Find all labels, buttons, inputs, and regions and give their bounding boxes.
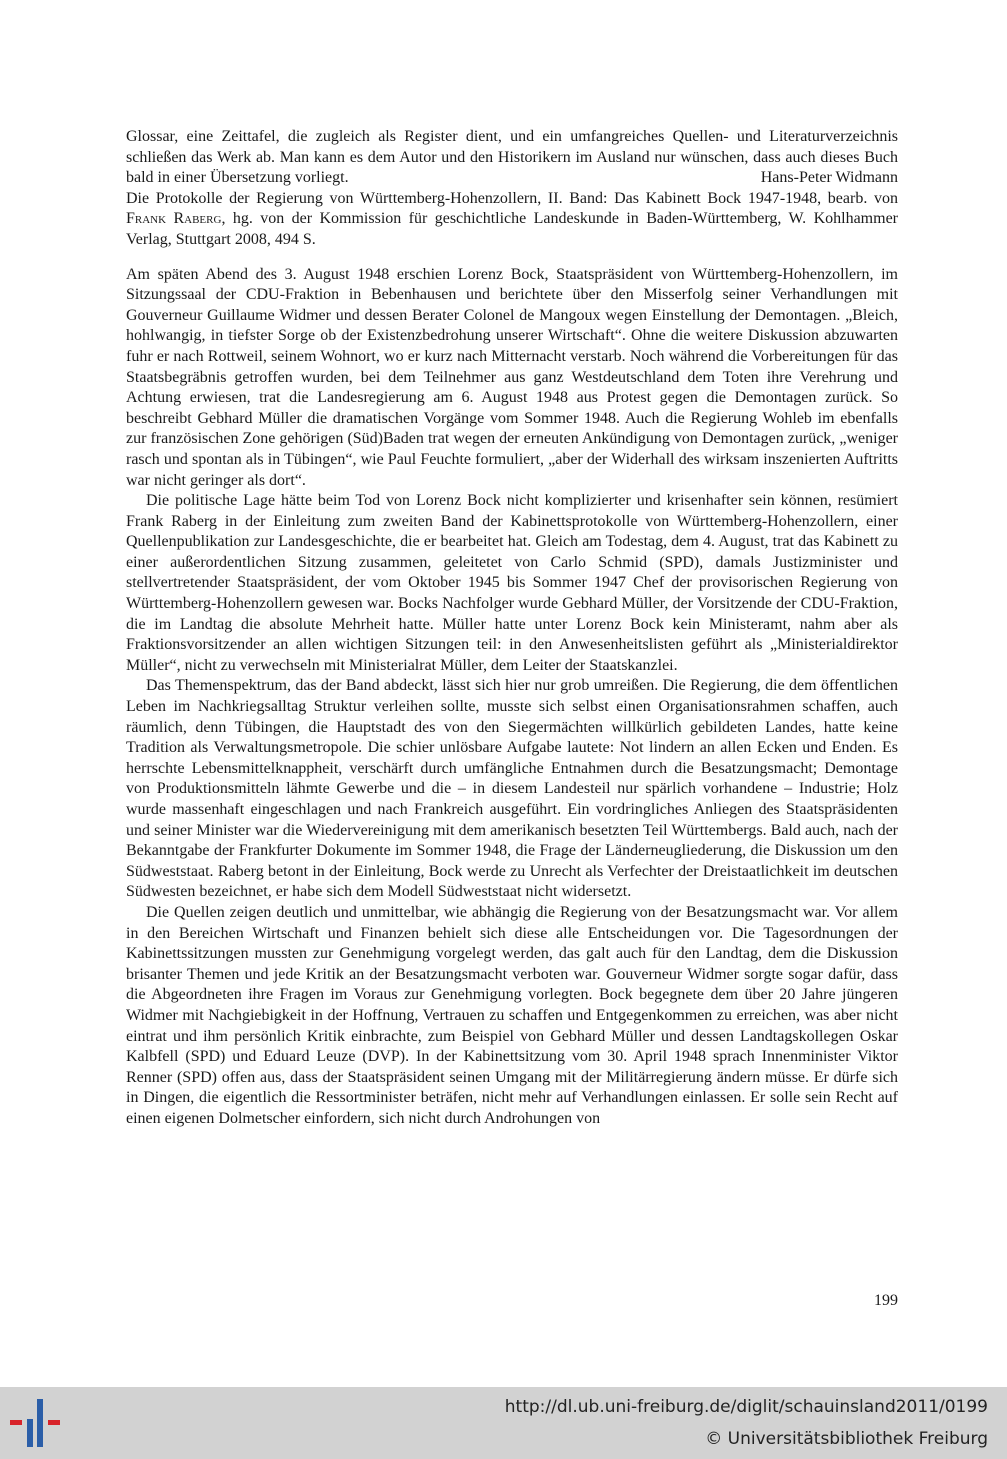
bibliography-title: Die Protokolle der Regierung von Württemberg-Hohenzollern, II. Band: Das Kabinett Bock 1947-1948, bearb. von xyxy=(126,189,898,207)
previous-review-text: Glossar, eine Zeittafel, die zugleich als Register dient, und ein umfangreiches Quellen- und Literaturverzeichnis schließen das Werk ab. Man kann es dem Autor und den Historikern im Ausland nur wünschen, dass auch dieses Buch bald in einer Übersetzung vorliegt. xyxy=(126,128,898,187)
review-author: Hans-Peter Widmann xyxy=(760,169,898,187)
paragraph-3: Das Themenspektrum, das der Band abdeckt, lässt sich hier nur grob umreißen. Die Regierung, die dem öffentlichen Leben im Nachkriegsalltag Struktur verleihen sollte, musste sich selbst einen Organisationsrahmen schaffen, auch räumlich, denn Tübingen, die Hauptstadt des von den Siegermächten willkürlich gebildeten Landes, hatte keine Tradition als Verwaltungsmetropole. Die schier unlösbare Aufgabe lautete: Not lindern an allen Ecken und Enden. Es herrschte Lebensmittelknappheit, verschärft durch umfängliche Entnahmen durch die Besatzungsmacht; Demontage von Produktionsmitteln lähmte Gewerbe und die – in diesem Landesteil nur spärlich vorhandene – Industrie; Holz wurde massenhaft eingeschlagen und nach Frankreich ausgeführt. Ein vordringliches Anliegen des Staatspräsidenten und seiner Minister war die Wiedervereinigung mit dem amerikanisch besetzten Teil Württembergs. Bald auch, nach der Bekanntgabe der Frankfurter Dokumente im Sommer 1948, die Frage der Länderneugliederung, die Diskussion um den Südweststaat. Raberg betont in der Einleitung, Bock werde zu Unrecht als Verfechter der Dreistaatlichkeit im deutschen Südwesten bezeichnet, er habe sich dem Modell Südweststaat nicht widersetzt. xyxy=(126,677,898,901)
footer-bar xyxy=(0,1387,1007,1459)
review-body xyxy=(126,265,898,1130)
bibliography-editor: Frank Raberg xyxy=(126,210,222,228)
page-text xyxy=(126,127,898,1130)
previous-review-ending xyxy=(126,127,898,189)
copyright-notice: © Universitätsbibliothek Freiburg xyxy=(705,1429,988,1449)
paragraph-1: Am späten Abend des 3. August 1948 erschien Lorenz Bock, Staatspräsident von Württemberg-Hohenzollern, im Sitzungssaal der CDU-Fraktion in Bebenhausen und berichtete über den Misserfolg seiner Verhandlungen mit Gouverneur Guillaume Widmer und dessen Berater Colonel de Mangoux wegen Einstellung der Demontagen. „Bleich, hohlwangig, in tiefster Sorge ob der Existenzbedrohung unserer Wirtschaft“. Ohne die weitere Diskussion abzuwarten fuhr er nach Rottweil, seinem Wohnort, wo er kurz nach Mitternacht verstarb. Noch während die Vorbereitungen für das Staatsbegräbnis getroffen wurden, bei dem Teilnehmer aus ganz Westdeutschland dem Toten ihre Verehrung und Achtung erwiesen, trat die Landesregierung am 6. August 1948 aus Protest gegen die Demontagen zurück. So beschreibt Gebhard Müller die dramatischen Vorgänge vom Sommer 1948. Auch die Regierung Wohleb im ebenfalls zur französischen Zone gehörigen (Süd)Baden trat wegen der erneuten Ankündigung von Demontagen zurück, „weniger rasch und spontan als in Tübingen“, wie Paul Feuchte formuliert, „aber der Widerhall des wirksam inszenierten Auftritts war nicht geringer als dort“. xyxy=(126,265,898,489)
paragraph-2: Die politische Lage hätte beim Tod von Lorenz Bock nicht komplizierter und krisenhafter sein können, resümiert Frank Raberg in der Einleitung zum zweiten Band der Kabinettsprotokolle von Württemberg-Hohenzollern, einer Quellenpublikation zur Landesgeschichte, die er bearbeitet hat. Gleich am Todestag, dem 4. August, trat das Kabinett zu einer außerordentlichen Sitzung zusammen, geleitetet von Carlo Schmid (SPD), damals Justizminister und stellvertretender Staatspräsident, der vom Oktober 1945 bis Sommer 1947 Chef der provisorischen Regierung von Württemberg-Hohenzollern gewesen war. Bocks Nachfolger wurde Gebhard Müller, der Vorsitzende der CDU-Fraktion, die im Landtag die absolute Mehrheit hatte. Müller hatte unter Lorenz Bock kein Ministeramt, nahm aber als Fraktionsvorsitzender an allen wichtigen Sitzungen teil: in den Anwesenheitslisten geführt als „Ministerialdirektor Müller“, nicht zu verwechseln mit Ministerialrat Müller, dem Leiter der Staatskanzlei. xyxy=(126,492,898,674)
bibliographic-entry xyxy=(126,189,898,251)
ub-freiburg-logo-icon xyxy=(10,1399,66,1449)
document-url-link[interactable]: http://dl.ub.uni-freiburg.de/diglit/schauinsland2011/0199 xyxy=(504,1397,988,1417)
page-number: 199 xyxy=(874,1292,898,1309)
bibliography-publication: , hg. von der Kommission für geschichtliche Landeskunde in Baden-Württemberg, W. Kohlhammer Verlag, Stuttgart 2008, 494 S. xyxy=(126,210,898,248)
paragraph-4: Die Quellen zeigen deutlich und unmittelbar, wie abhängig die Regierung von der Besatzungsmacht war. Vor allem in den Bereichen Wirtschaft und Finanzen behielt sich diese alle Entscheidungen vor. Die Tagesordnungen der Kabinettssitzungen mussten zur Genehmigung vorgelegt werden, das galt auch für den Landtag, dem die Diskussion brisanter Themen und jede Kritik an der Besatzungsmacht verboten war. Gouverneur Widmer sorgte sogar dafür, dass die Abgeordneten ihre Fragen im Voraus zur Genehmigung vorlegten. Bock begegnete dem über 20 Jahre jüngeren Widmer mit Nachgiebigkeit in der Hoffnung, Vertrauen zu schaffen und Entgegenkommen zu erreichen, was aber nicht eintrat und ihm persönlich Kritik einbrachte, zum Beispiel von Gebhard Müller und dessen Landtagskollegen Oskar Kalbfell (SPD) und Eduard Leuze (DVP). In der Kabinettsitzung vom 30. April 1948 sprach Innenminister Viktor Renner (SPD) offen aus, dass der Staatspräsident seinen Umgang mit der Militärregierung ändern müsse. Er dürfe sich in Dingen, die eigentlich die Ressortminister beträfen, nicht mehr auf Verhandlungen einlassen. Er solle sein Recht auf einen eigenen Dolmetscher einfordern, sich nicht durch Androhungen von xyxy=(126,903,898,1127)
